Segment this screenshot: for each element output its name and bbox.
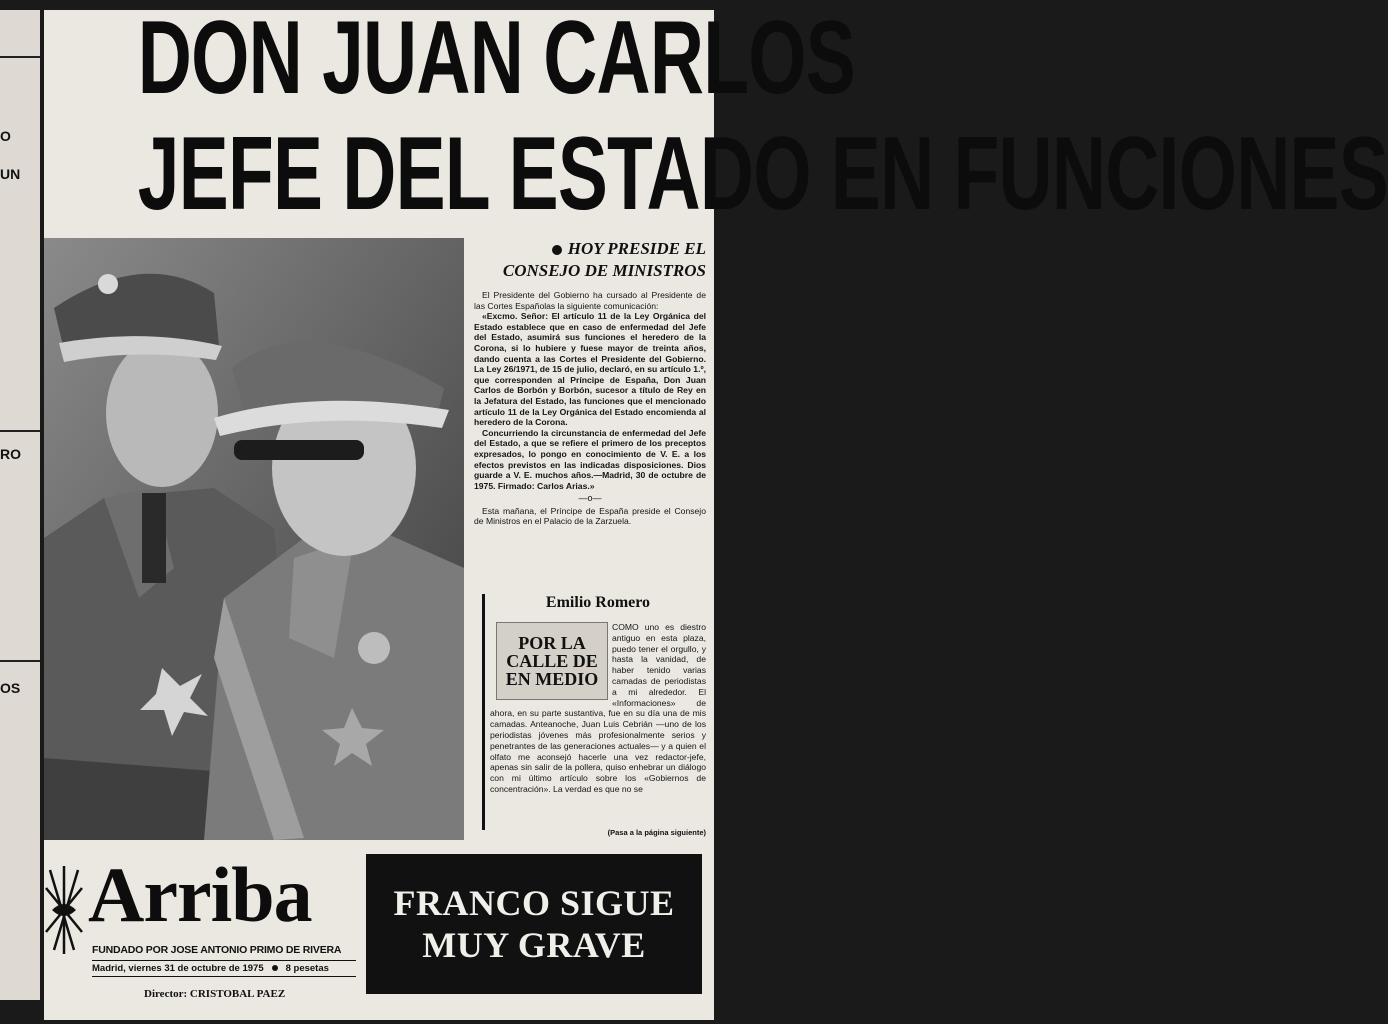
column-body: COMO uno es diestro antiguo en esta plaza, puedo tener el orgullo, y hasta la vanidad, de haber tenido varias camadas de periodistas a mi alrededor. El «Informaciones» de ahora, en su parte sustantiva, fue en su día una de mis camadas. Anteanoche, Juan Luis Cebrián —uno de los periodistas jóvenes más profesionalmente serios y penetrantes de las generaciones actuales— y a quien el olfato me aconsejó hacerle una vez redactor-jefe, apenas sin salir de la pollera, quiso enhebrar un diálogo con mi último artículo sobre los «Gobiernos de concentración». La verdad es que no se <box>490 622 706 794</box>
newspaper-front-page <box>44 0 1388 1020</box>
masthead-founded: FUNDADO POR JOSE ANTONIO PRIMO DE RIVERA <box>92 944 342 956</box>
article-paragraph: El Presidente del Gobierno ha cursado al Presidente de las Cortes Españolas la siguiente comunicación: <box>474 290 706 311</box>
banner-line-1: FRANCO SIGUE <box>393 883 675 923</box>
yoke-and-arrows-icon <box>44 858 84 958</box>
deck-line-1: HOY PRESIDE EL <box>567 239 706 258</box>
bullet-icon <box>552 245 562 255</box>
masthead-dateline <box>92 960 356 977</box>
banner-line-2: MUY GRAVE <box>422 925 646 965</box>
column-text <box>490 622 706 795</box>
headline-line-2: JEFE DEL ESTADO EN FUNCIONES <box>137 116 1388 232</box>
bullet-icon <box>272 965 278 971</box>
stub-rule <box>0 56 40 58</box>
column-byline: Emilio Romero <box>545 594 651 611</box>
article-body <box>474 290 706 527</box>
kicker-line: EN MEDIO <box>505 669 599 689</box>
masthead-director: Director: CRISTOBAL PAEZ <box>144 988 286 1000</box>
headline-line-1: DON JUAN CARLOS <box>137 0 856 116</box>
stub-rule <box>0 660 40 662</box>
kicker-spacer <box>490 622 612 706</box>
masthead <box>44 848 714 1020</box>
stub-fragment: OS <box>0 680 21 696</box>
stub-fragment: UN <box>0 166 21 182</box>
stub-rule <box>0 430 40 432</box>
stub-fragment: RO <box>0 446 21 462</box>
issue-date: Madrid, viernes 31 de octubre de 1975 <box>92 963 264 974</box>
column-divider <box>482 594 485 830</box>
front-page-photo <box>44 238 464 840</box>
banner-headline <box>366 854 702 994</box>
article-deck <box>474 238 706 282</box>
kicker-line: POR LA <box>518 633 586 653</box>
deck-line-2: CONSEJO DE MINISTROS <box>502 261 706 280</box>
adjacent-page-stub <box>0 10 40 1000</box>
continued-note: (Pasa a la página siguiente) <box>607 828 706 837</box>
article-paragraph: Esta mañana, el Príncipe de España preside el Consejo de Ministros en el Palacio de la Zarzuela. <box>474 505 706 527</box>
article-separator: —o— <box>578 493 602 504</box>
issue-price: 8 pesetas <box>285 963 329 974</box>
masthead-title: Arriba <box>88 851 312 938</box>
kicker-line: CALLE DE <box>506 651 598 671</box>
main-article <box>474 238 706 527</box>
article-paragraph: «Excmo. Señor: El artículo 11 de la Ley Orgánica del Estado establece que en caso de enfermedad del Jefe del Estado, asumirá sus funciones el heredero de la Corona, si lo hubiere y fuese mayor de treinta años, dando cuenta a las Cortes el Presidente del Gobierno. La Ley 26/1971, de 15 de julio, declaró, en su artículo 1.º, que corresponden al Príncipe de España, Don Juan Carlos de Borbón y Borbón, sucesor a título de Rey en la Jefatura del Estado, las funciones que el mencionado artículo 11 de la Ley Orgánica del Estado encomienda al heredero de la Corona. <box>474 311 706 428</box>
article-paragraph: Concurriendo la circunstancia de enfermedad del Jefe del Estado, a que se refiere el primero de los preceptos expresados, lo pongo en conocimiento de V. E. a los efectos previstos en las indicadas disposiciones. Dios guarde a V. E. muchos años.—Madrid, 30 de octubre de 1975. Firmado: Carlos Arias.» <box>474 427 706 491</box>
stub-fragment: O <box>0 128 11 144</box>
